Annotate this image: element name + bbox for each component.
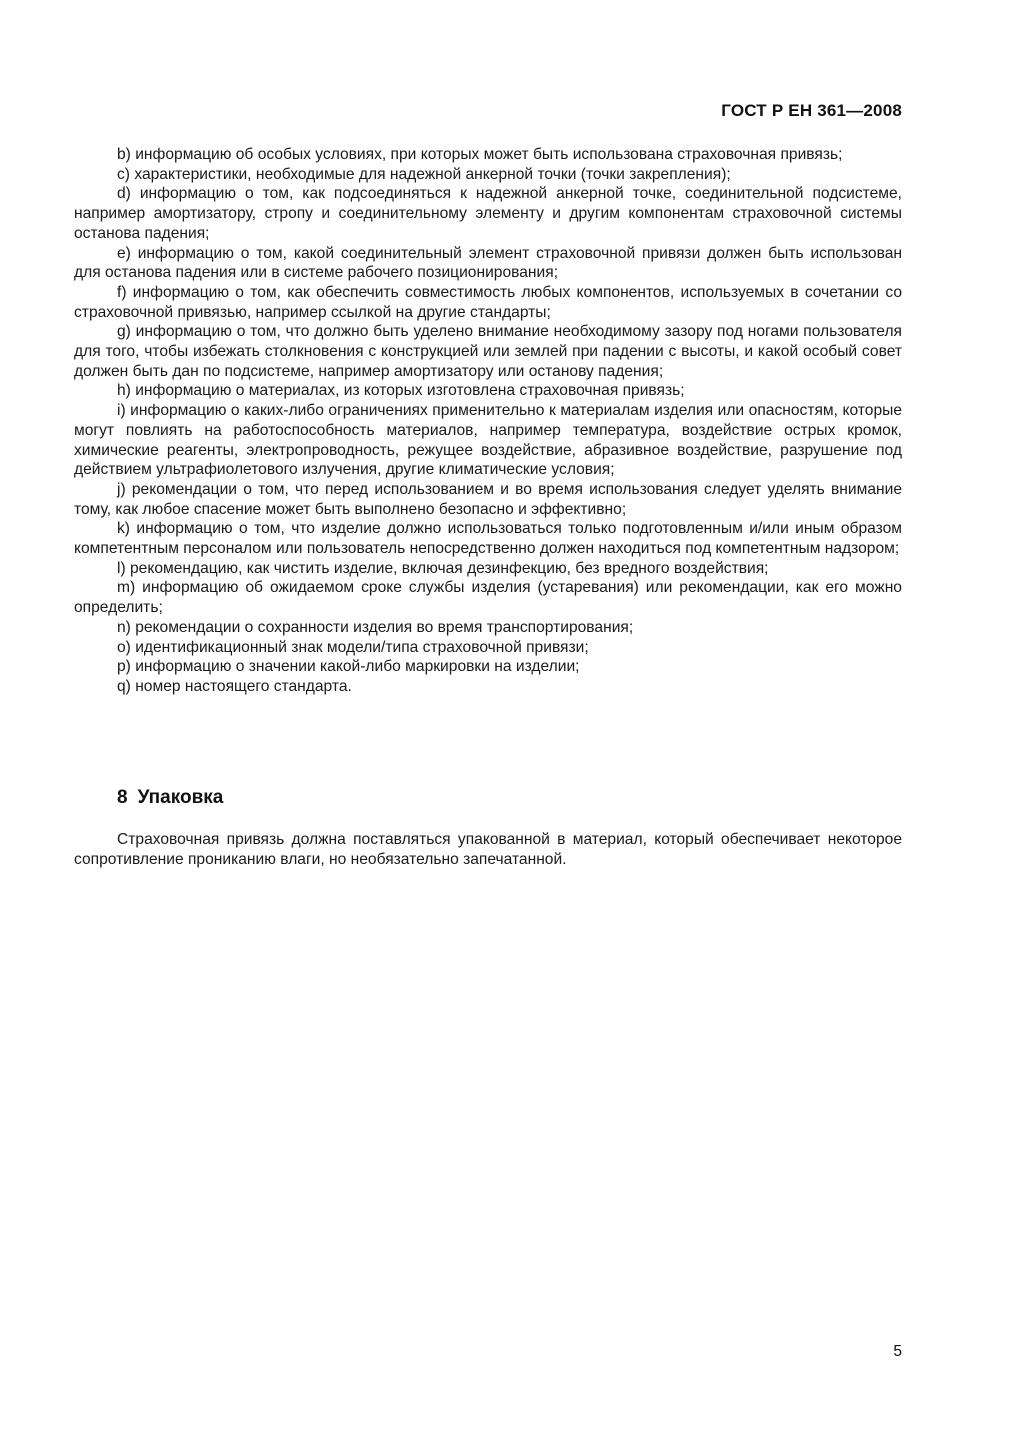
list-item-k: k) информацию о том, что изделие должно использоваться только подготовленным и/или иным образом компетентным персоналом или пользователь непосредственно должен находиться под компетентным надзором; <box>74 520 902 558</box>
list-item-b: b) информацию об особых условиях, при которых может быть использована страховочная привязь; <box>117 146 843 163</box>
list-item-g: g) информацию о том, что должно быть уделено внимание необходимому зазору под ногами пользователя для того, чтобы избежать столкновения с конструкцией или землей при падении с высоты, и какой особый совет должен быть дан по подсистеме, например амортизатору или останову падения; <box>74 323 902 380</box>
list-item-j: j) рекомендации о том, что перед использованием и во время использования следует уделять внимание тому, как любое спасение может быть выполнено безопасно и эффективно; <box>74 480 902 518</box>
section-body <box>74 830 902 869</box>
list-item-c: c) характеристики, необходимые для надежной анкерной точки (точки закрепления); <box>117 165 731 183</box>
list-item-m: m) информацию об ожидаемом сроке службы изделия (устаревания) или рекомендации, как его можно определить; <box>74 579 902 617</box>
list-item-i: i) информацию о каких-либо ограничениях применительно к материалам изделия или опасностям, которые могут повлиять на работоспособность материалов, например температура, воздействие острых кромок, химические реагенты, электропроводность, режущее воздействие, абразивное воздействие, разрушение под действием ультрафиолетового излучения, другие климатические условия; <box>74 402 902 479</box>
section-title: Упаковка <box>137 787 224 808</box>
list-item-p: p) информацию о значении какой-либо маркировки на изделии; <box>117 658 580 676</box>
section-paragraph: Страховочная привязь должна поставляться упакованной в материал, который обеспечивает некоторое сопротивление прониканию влаги, но необязательно запечатанной. <box>74 831 902 868</box>
list-item-q: q) номер настоящего стандарта. <box>117 677 352 695</box>
list-item-o: o) идентификационный знак модели/типа страховочной привязи; <box>117 638 589 656</box>
section-heading <box>117 787 223 809</box>
section-number: 8 <box>117 787 128 808</box>
list-item-l: l) рекомендацию, как чистить изделие, включая дезинфекцию, без вредного воздействия; <box>117 559 769 577</box>
page-number: 5 <box>893 1343 902 1360</box>
list-item-h: h) информацию о материалах, из которых изготовлена страховочная привязь; <box>117 382 685 400</box>
list-item-d: d) информацию о том, как подсоединяться к надежной анкерной точке, соединительной подсистеме, например амортизатору, стропу и соединительному элементу и другим компонентам страховочной системы останова падения; <box>74 185 902 242</box>
requirements-list <box>74 145 902 697</box>
document-code-header: ГОСТ Р ЕН 361—2008 <box>721 101 902 120</box>
list-item-f: f) информацию о том, как обеспечить совместимость любых компонентов, используемых в сочетании со страховочной привязью, например ссылкой на другие стандарты; <box>74 283 902 321</box>
list-item-e: e) информацию о том, какой соединительный элемент страховочной привязи должен быть использован для останова падения или в системе рабочего позиционирования; <box>74 244 902 282</box>
list-item-n: n) рекомендации о сохранности изделия во время транспортирования; <box>117 618 634 636</box>
